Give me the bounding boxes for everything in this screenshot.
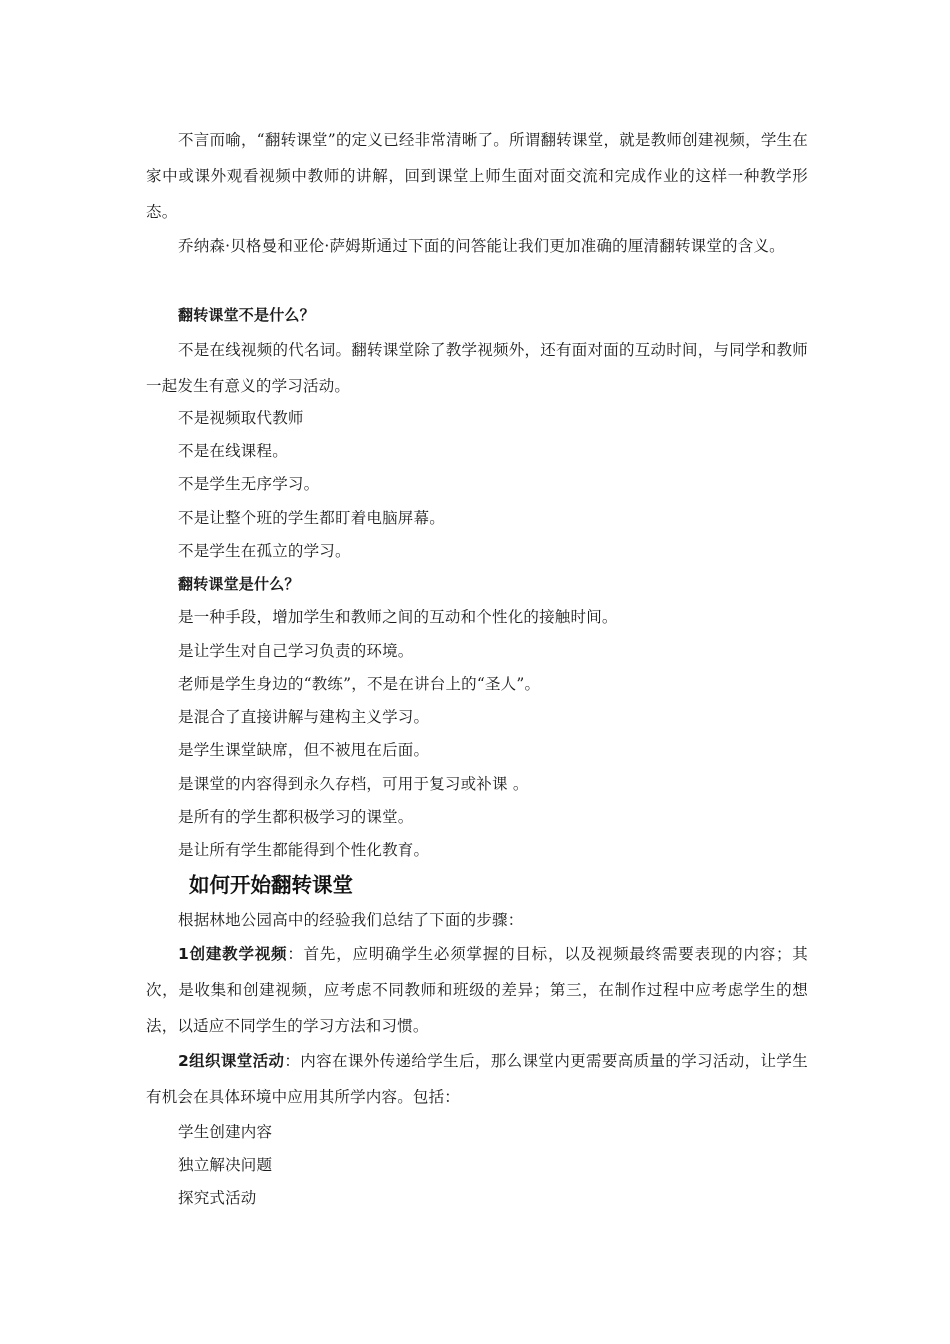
step-1-label: 1创建教学视频: [178, 945, 288, 963]
what-is-item: 是所有的学生都积极学习的课堂。: [178, 808, 414, 826]
activity-item: 学生创建内容: [178, 1123, 273, 1141]
what-is-item: 是让所有学生都能得到个性化教育。: [178, 841, 430, 859]
what-not-item: 不是在线课程。: [178, 442, 288, 460]
activity-item: 探究式活动: [178, 1189, 257, 1207]
section-heading: 如何开始翻转课堂: [189, 873, 353, 897]
what-not-heading: 翻转课堂不是什么？: [178, 306, 315, 324]
what-is-heading: 翻转课堂是什么？: [178, 575, 300, 593]
what-not-item: 不是让整个班的学生都盯着电脑屏幕。: [178, 509, 445, 527]
step-2-label: 2组织课堂活动: [178, 1052, 285, 1070]
step-2-paragraph: [146, 1043, 808, 1115]
what-is-item: 是学生课堂缺席，但不被甩在后面。: [178, 741, 430, 759]
what-not-item: 不是学生无序学习。: [178, 475, 320, 493]
intro-paragraph-2: 乔纳森·贝格曼和亚伦·萨姆斯通过下面的问答能让我们更加准确的厘清翻转课堂的含义。: [178, 237, 785, 255]
what-is-item: 是混合了直接讲解与建构主义学习。: [178, 708, 430, 726]
what-is-item: 是一种手段，增加学生和教师之间的互动和个性化的接触时间。: [178, 608, 618, 626]
what-not-item: 不是视频取代教师: [178, 409, 304, 427]
what-not-paragraph: 不是在线视频的代名词。翻转课堂除了教学视频外，还有面对面的互动时间，与同学和教师一起发生有意义的学习活动。: [146, 341, 808, 395]
how-to-intro: 根据林地公园高中的经验我们总结了下面的步骤：: [178, 911, 524, 929]
step-1-text: ：首先，应明确学生必须掌握的目标，以及视频最终需要表现的内容；其次，是收集和创建视频，应考虑不同教师和班级的差异；第三，在制作过程中应考虑学生的想法，以适应不同学生的学习方法和习惯。: [146, 945, 809, 1035]
activity-item: 独立解决问题: [178, 1156, 273, 1174]
step-1-paragraph: [146, 936, 808, 1044]
what-not-item: 不是学生在孤立的学习。: [178, 542, 351, 560]
what-is-item: 老师是学生身边的“教练”，不是在讲台上的“圣人”。: [178, 675, 541, 693]
step-2-text: ：内容在课外传递给学生后，那么课堂内更需要高质量的学习活动，让学生有机会在具体环境中应用其所学内容。包括：: [146, 1052, 808, 1106]
what-is-item: 是让学生对自己学习负责的环境。: [178, 642, 414, 660]
what-is-item: 是课堂的内容得到永久存档，可用于复习或补课 。: [178, 775, 529, 793]
intro-paragraph-1: 不言而喻，“翻转课堂”的定义已经非常清晰了。所谓翻转课堂，就是教师创建视频，学生在家中或课外观看视频中教师的讲解，回到课堂上师生面对面交流和完成作业的这样一种教学形态。: [146, 131, 808, 221]
